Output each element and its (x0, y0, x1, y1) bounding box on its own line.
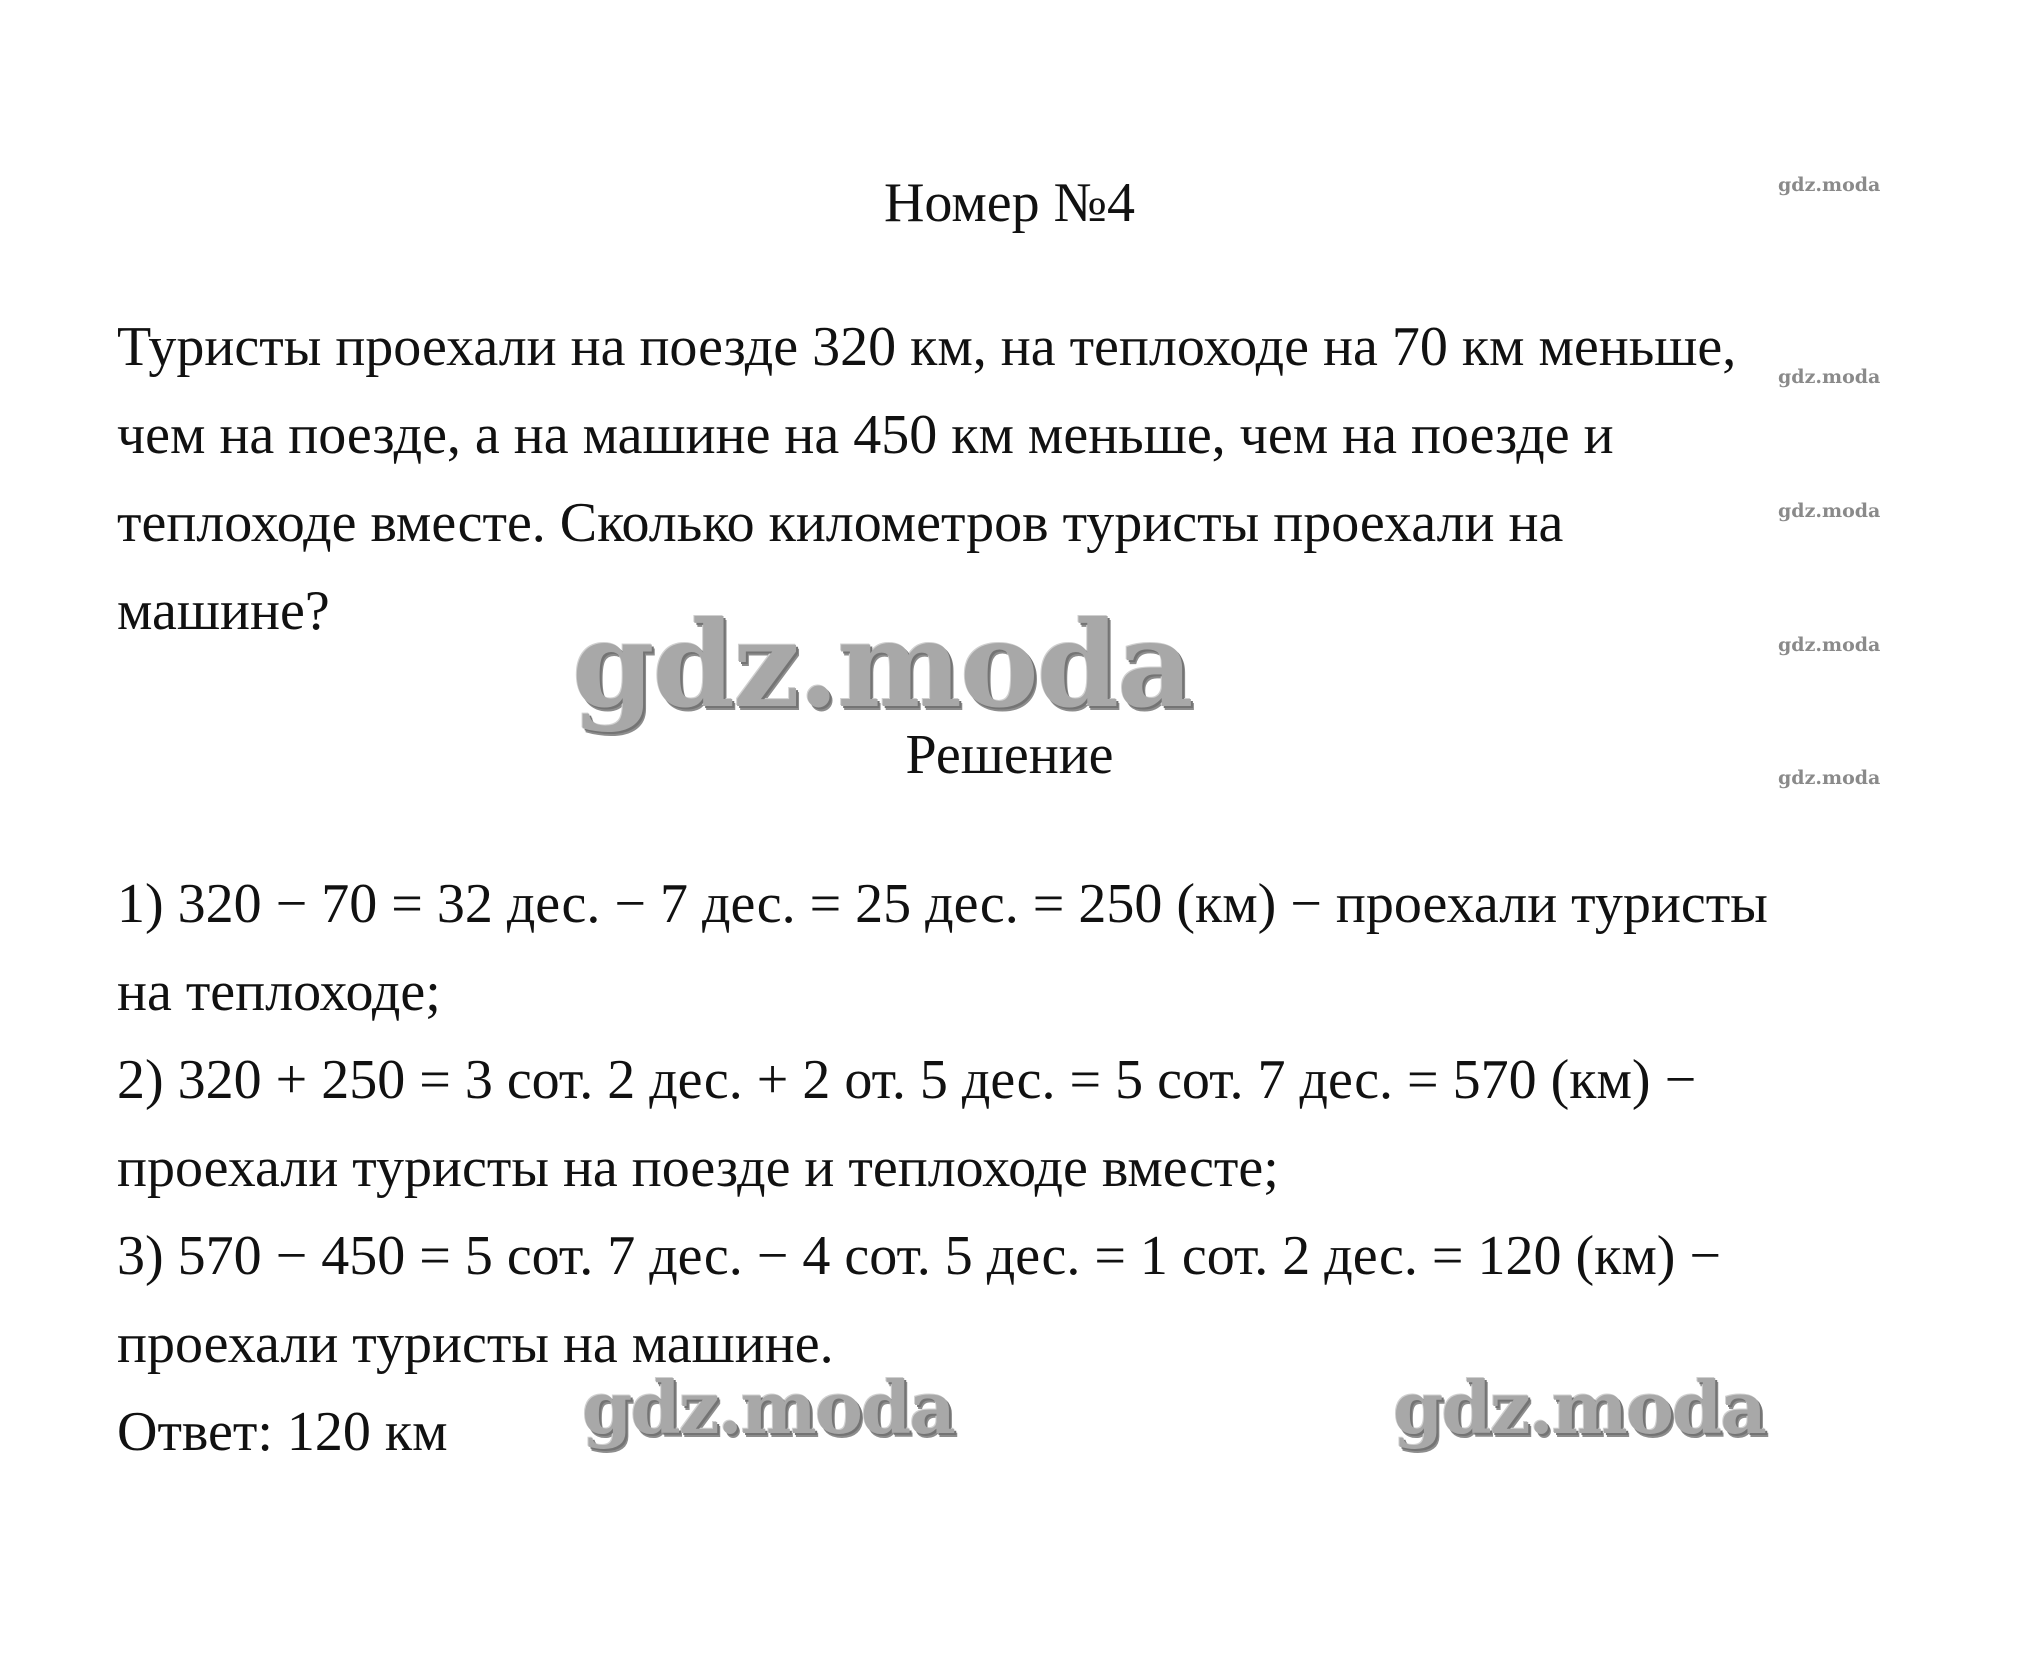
solution-heading: Решение (905, 724, 1114, 786)
problem-line: теплоходе вместе. Сколько километров туристы проехали на (117, 492, 1564, 554)
solution-steps (117, 860, 1977, 1388)
page-title-text: Номер №4 (883, 172, 1136, 234)
watermark-large: gdz.moda (1393, 1365, 1765, 1450)
solution-line: на теплоходе; (117, 961, 441, 1023)
solution-line: 3) 570 − 450 = 5 сот. 7 дес. − 4 сот. 5 дес. = 1 сот. 2 дес. = 120 (км) − (117, 1225, 1722, 1287)
watermark-large: gdz.moda (572, 595, 1192, 734)
watermark-small: gdz.moda (1778, 366, 1881, 388)
solution-line: проехали туристы на машине. (117, 1313, 834, 1375)
watermark-large: gdz.moda (582, 1365, 954, 1450)
watermark-small: gdz.moda (1778, 767, 1881, 789)
problem-line: чем на поезде, а на машине на 450 км меньше, чем на поезде и (117, 404, 1614, 466)
solution-line: 2) 320 + 250 = 3 сот. 2 дес. + 2 от. 5 дес. = 5 сот. 7 дес. = 570 (км) − (117, 1049, 1697, 1111)
watermark-small: gdz.moda (1778, 174, 1881, 196)
problem-line: машине? (117, 580, 330, 642)
watermark-small: gdz.moda (1778, 500, 1881, 522)
watermark-small: gdz.moda (1778, 634, 1881, 656)
problem-line: Туристы проехали на поезде 320 км, на теплоходе на 70 км меньше, (117, 316, 1737, 378)
page-title (0, 168, 2019, 238)
solution-line: 1) 320 − 70 = 32 дес. − 7 дес. = 25 дес. = 250 (км) − проехали туристы (117, 873, 1768, 935)
solution-line: проехали туристы на поезде и теплоходе вместе; (117, 1137, 1279, 1199)
answer-line: Ответ: 120 км (117, 1401, 448, 1463)
